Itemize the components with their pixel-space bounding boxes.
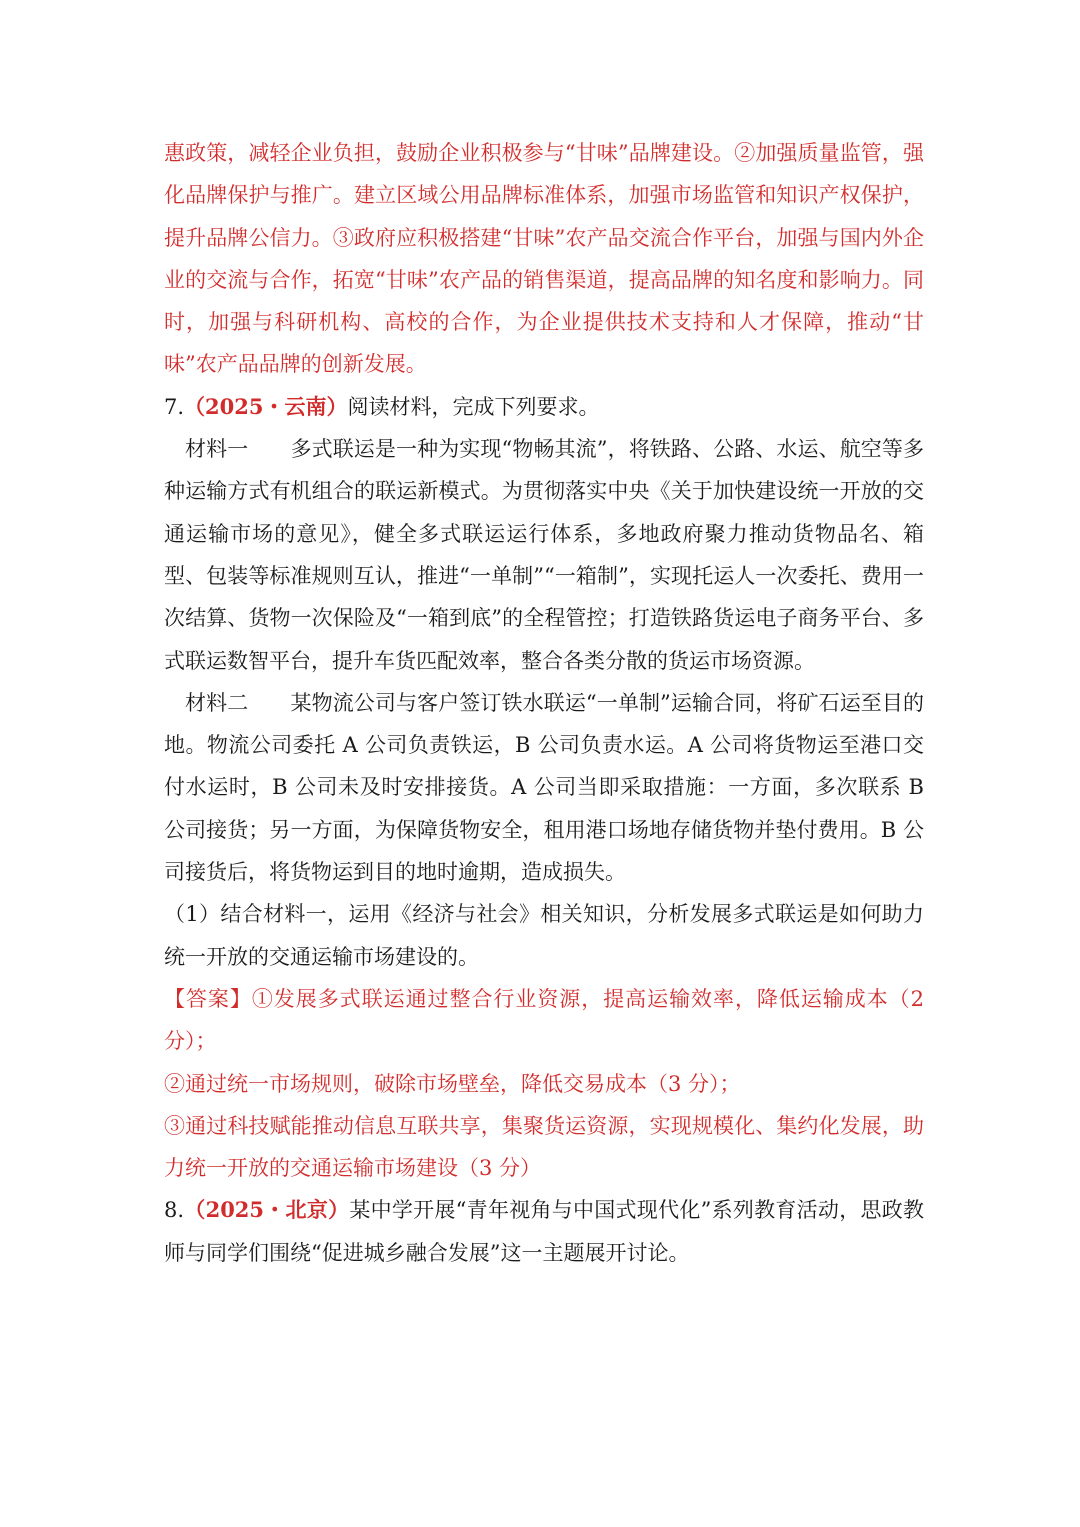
question-7-sub-1: （1）结合材料一，运用《经济与社会》相关知识，分析发展多式联运是如何助力统一开放的交通运输市场建设的。	[164, 902, 924, 969]
question-7-answer-2: ②通过统一市场规则，破除市场壁垒，降低交易成本（3 分）；	[164, 1071, 741, 1096]
question-8-header	[164, 1189, 924, 1274]
question-7-answer-3: ③通过科技赋能推动信息互联共享，集聚货运资源，实现规模化、集约化发展，助力统一开放的交通运输市场建设（3 分）	[164, 1113, 924, 1181]
question-7-material-2: 材料二 某物流公司与客户签订铁水联运“一单制”运输合同，将矿石运至目的地。物流公司委托 A 公司负责铁运，B 公司负责水运。A 公司将货物运至港口交付水运时，B 公司未及时安排接货。A 公司当即采取措施：一方面，多次联系 B 公司接货；另一方面，为保障货物安全，租用港口场地存储货物并垫付费用。B 公司接货后，将货物运到目的地时逾期，造成损失。	[164, 690, 924, 885]
question-7-answer-1	[164, 978, 924, 1063]
question-8-number: 8.	[164, 1198, 185, 1223]
answer-point-1: ①发展多式联运通过整合行业资源，提高运输效率，降低运输成本（2 分）；	[164, 986, 925, 1054]
question-7-prompt: 阅读材料，完成下列要求。	[347, 394, 600, 419]
question-7-header	[164, 386, 924, 428]
question-8-prompt: 某中学开展“青年视角与中国式现代化”系列教育活动，思政教师与同学们围绕“促进城乡融合发展”这一主题展开讨论。	[164, 1198, 924, 1265]
question-7-material-1: 材料一 多式联运是一种为实现“物畅其流”，将铁路、公路、水运、航空等多种运输方式有机组合的联运新模式。为贯彻落实中央《关于加快建设统一开放的交通运输市场的意见》，健全多式联运运行体系，多地政府聚力推动货物品名、箱型、包装等标准规则互认，推进“一单制”“一箱制”，实现托运人一次委托、费用一次结算、货物一次保险及“一箱到底”的全程管控；打造铁路货运电子商务平台、多式联运数智平台，提升车货匹配效率，整合各类分散的货运市场资源。	[164, 437, 924, 673]
document-page	[164, 132, 924, 1274]
answer-label: 【答案】	[164, 986, 252, 1011]
question-8-source: （2025・北京）	[184, 1197, 350, 1223]
question-7-number: 7.	[164, 394, 185, 419]
answer-continuation: 惠政策，减轻企业负担，鼓励企业积极参与“甘味”品牌建设。②加强质量监管，强化品牌保护与推广。建立区域公用品牌标准体系，加强市场监管和知识产权保护，提升品牌公信力。③政府应积极搭建“甘味”农产品交流合作平台，加强与国内外企业的交流与合作，拓宽“甘味”农产品的销售渠道，提高品牌的知名度和影响力。同时，加强与科研机构、高校的合作，为企业提供技术支持和人才保障，推动“甘味”农产品品牌的创新发展。	[164, 141, 924, 377]
question-7-source: （2025・云南）	[184, 393, 348, 419]
